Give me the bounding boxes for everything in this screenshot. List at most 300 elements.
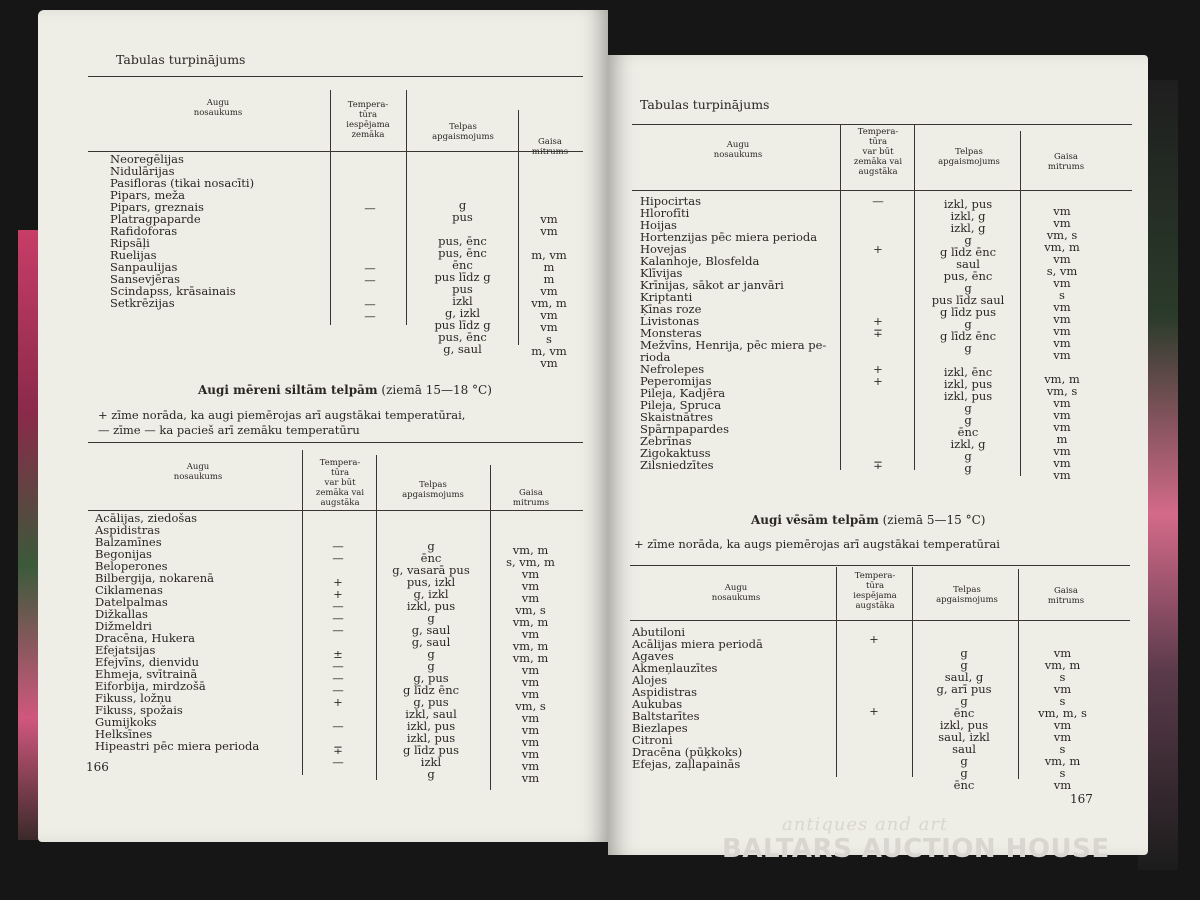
plant-name-cell: Scindapss, krāsainais — [110, 284, 236, 298]
temperature-cell: — — [332, 683, 344, 697]
plant-name-cell: Bilbergija, nokarenā — [95, 571, 214, 585]
humidity-cell: vm, m — [512, 651, 549, 665]
temperature-cell — [848, 399, 908, 411]
plant-name-cell: Platragpaparde — [110, 212, 201, 226]
humidity-cell: vm — [521, 579, 540, 593]
plant-name-cell: Ruelijas — [110, 248, 157, 262]
temperature-cell — [340, 226, 400, 238]
plant-name-cell: Begonijas — [95, 547, 152, 561]
humidity-cell: vm — [1053, 682, 1072, 696]
humidity-cell: vm, s — [515, 699, 546, 713]
humidity-cell: vm — [1053, 300, 1071, 314]
temperature-cell: + — [873, 362, 883, 376]
temperature-cell: ± — [333, 647, 343, 661]
humidity-cell: s — [1059, 694, 1066, 708]
temperature-cell — [340, 178, 400, 190]
temperature-column — [340, 178, 400, 334]
plant-name-cell: Efejvīns, dienvidu — [95, 655, 200, 669]
temperature-column — [308, 528, 368, 768]
lighting-cell: g, pus — [413, 671, 449, 685]
humidity-cell: vm — [540, 320, 558, 334]
humidity-cell: vm — [521, 723, 540, 737]
humidity-cell: vm — [521, 735, 540, 749]
lighting-cell: pus, izkl — [406, 575, 456, 589]
humidity-cell: vm — [521, 687, 540, 701]
lighting-cell: g līdz ēnc — [402, 683, 460, 697]
temperature-cell — [848, 219, 908, 231]
table-rule — [632, 190, 1132, 191]
humidity-cell: vm — [1053, 216, 1071, 230]
plant-name-cell: Ripsāļi — [110, 236, 150, 250]
lighting-cell: g līdz ēnc — [939, 329, 997, 343]
temperature-cell: — — [872, 194, 884, 208]
table-column-rule — [518, 110, 519, 345]
humidity-cell: vm, m — [512, 543, 549, 557]
table-column-rule — [914, 125, 915, 470]
humidity-column — [1020, 635, 1105, 791]
section-title: Augi mēreni siltām telpām (ziemā 15—18 °C) — [198, 383, 492, 397]
plant-name-cell: Nefrolepes — [640, 362, 705, 376]
humidity-cell: vm, s — [1046, 228, 1078, 242]
plant-name-cell: Abutiloni — [632, 625, 686, 639]
plant-name-cell: Pasifloras (tikai nosacīti) — [110, 176, 255, 190]
plant-name-cell: Rafidoforas — [110, 224, 178, 238]
plant-name-cell: Kriptanti — [640, 290, 693, 304]
lighting-cell: g — [458, 198, 467, 212]
temperature-cell — [848, 279, 908, 291]
table-column-rule — [912, 567, 913, 777]
temperature-cell: — — [332, 623, 344, 637]
plant-name-cell: Fikuss, spožais — [95, 703, 183, 717]
temperature-cell: + — [873, 314, 883, 328]
humidity-cell: vm — [540, 224, 558, 238]
humidity-cell: vm — [521, 747, 540, 761]
lighting-cell: g — [964, 233, 972, 247]
plant-name-cell: Ehmeja, svītrainā — [95, 667, 198, 681]
plant-name-cell: Ciklamenas — [95, 583, 163, 597]
header-humidity: Gaisa mitrums — [1047, 152, 1085, 172]
lighting-cell: pus — [452, 210, 473, 224]
temperature-cell: — — [332, 755, 344, 769]
humidity-cell: vm — [1053, 276, 1071, 290]
lighting-column — [410, 175, 515, 355]
header-humidity: Gaisa mitrums — [531, 137, 569, 157]
plant-name-cell: Zebrīnas — [640, 434, 692, 448]
continuation-label: Tabulas turpinājums — [640, 97, 770, 112]
temperature-cell: — — [364, 201, 376, 215]
humidity-cell: s — [1059, 288, 1065, 302]
plant-name-cell: Hoijas — [640, 218, 677, 232]
plant-name-cell: Sanpaulijas — [110, 260, 178, 274]
plant-name-cell: Zilsniedzītes — [640, 458, 714, 472]
lighting-cell: g — [964, 317, 972, 331]
lighting-cell: g — [960, 658, 968, 672]
plant-name-cell: Dižmeldri — [95, 619, 152, 633]
temperature-cell: — — [332, 671, 344, 685]
lighting-cell: izkl, pus — [406, 719, 456, 733]
temperature-cell: — — [332, 599, 344, 613]
table-column-rule — [1020, 131, 1021, 476]
plant-name-cell: Datelpalmas — [95, 595, 168, 609]
plant-name-cell: Mežvīns, Henrija, pēc miera pe- — [640, 338, 827, 352]
lighting-cell: g — [964, 449, 972, 463]
humidity-cell: vm, s — [515, 603, 546, 617]
humidity-cell: vm — [540, 356, 558, 370]
plant-name-cell: Krīnijas, sākot ar janvāri — [640, 278, 784, 292]
plant-name-cell: Hovejas — [640, 242, 687, 256]
lighting-cell: saul, g — [944, 670, 984, 684]
plant-name-cell: Dracēna (pūķkoks) — [632, 745, 743, 759]
humidity-cell: s — [546, 332, 552, 346]
table-rule — [632, 124, 1132, 125]
humidity-cell: vm — [1053, 396, 1071, 410]
humidity-cell: vm — [521, 771, 540, 785]
temperature-cell: + — [333, 695, 343, 709]
temperature-cell — [848, 435, 908, 447]
plant-name-cell: Hipeastri pēc miera perioda — [95, 739, 260, 753]
plant-name-cell: Alojes — [632, 673, 668, 687]
temperature-cell — [844, 669, 904, 681]
humidity-cell: vm — [540, 308, 558, 322]
humidity-cell: vm, m — [1044, 240, 1080, 254]
lighting-column — [918, 198, 1018, 474]
humidity-cell: m, vm — [531, 344, 567, 358]
page-number: 166 — [86, 760, 109, 774]
plant-name-cell: Baltstarītes — [632, 709, 700, 723]
humidity-cell: vm — [521, 711, 540, 725]
plant-name-cell: Biezlapes — [632, 721, 688, 735]
temperature-cell — [848, 291, 908, 303]
humidity-cell: vm, m — [531, 296, 567, 310]
humidity-cell: vm — [1053, 312, 1071, 326]
temperature-cell: ∓ — [873, 458, 883, 472]
temperature-cell — [844, 753, 904, 765]
lighting-cell: g — [960, 694, 968, 708]
lighting-cell: g — [960, 754, 968, 768]
lighting-cell: g — [964, 281, 972, 295]
humidity-cell: vm, m — [1044, 754, 1081, 768]
temperature-cell — [848, 207, 908, 219]
temperature-cell: — — [364, 273, 376, 287]
humidity-cell: s — [1059, 742, 1066, 756]
lighting-cell: g, izkl — [413, 587, 449, 601]
plant-name-cell: Kalanhoje, Blosfelda — [640, 254, 760, 268]
temperature-cell — [340, 214, 400, 226]
plant-name-cell: Beloperones — [95, 559, 168, 573]
plant-name-cell: Dracēna, Hukera — [95, 631, 195, 645]
temperature-cell — [844, 657, 904, 669]
plant-name-cell: Pileja, Spruca — [640, 398, 722, 412]
temperature-cell — [848, 387, 908, 399]
lighting-cell: pus līdz g — [434, 318, 491, 332]
humidity-cell: vm — [1053, 718, 1072, 732]
continuation-label: Tabulas turpinājums — [116, 52, 246, 67]
lighting-cell: pus līdz saul — [931, 293, 1005, 307]
plant-name-cell: Nidulārijas — [110, 164, 175, 178]
humidity-cell: vm, m — [512, 615, 549, 629]
header-lighting: Telpas apgaismojums — [936, 585, 998, 605]
plant-name-cell: Fikuss, ložņu — [95, 691, 172, 705]
humidity-cell: vm — [1053, 204, 1071, 218]
plant-name-cell: Klīvijas — [640, 266, 683, 280]
lighting-cell: g — [964, 341, 972, 355]
humidity-column — [520, 177, 578, 369]
temperature-cell: — — [332, 551, 344, 565]
lighting-cell: izkl — [420, 755, 442, 769]
lighting-cell: g — [427, 659, 435, 673]
temperature-cell — [844, 765, 904, 777]
lighting-cell: g — [960, 766, 968, 780]
humidity-cell: m — [543, 272, 555, 286]
plant-name-cell: Eiforbija, mirdzošā — [95, 679, 206, 693]
note-plus: + zīme norāda, ka augi piemērojas arī augstākai temperatūrai, — [98, 408, 466, 422]
plant-name-cell: Efejas, zaļlapainās — [632, 757, 741, 771]
lighting-cell: g līdz pus — [402, 743, 460, 757]
plant-name-cell: Sansevjēras — [110, 272, 180, 286]
humidity-cell: vm — [1053, 420, 1071, 434]
lighting-cell: izkl, pus — [943, 389, 993, 403]
humidity-cell: vm, m — [1044, 658, 1081, 672]
humidity-cell: vm — [1053, 336, 1071, 350]
temperature-cell — [848, 267, 908, 279]
plant-name-cell: Zigokaktuss — [640, 446, 711, 460]
lighting-cell — [410, 175, 515, 187]
plant-name-cell: Livistonas — [640, 314, 700, 328]
humidity-cell: vm — [1053, 730, 1072, 744]
header-lighting: Telpas apgaismojums — [402, 480, 464, 500]
humidity-cell: vm — [521, 759, 540, 773]
lighting-cell: ēnc — [452, 258, 473, 272]
temperature-cell: ∓ — [333, 743, 343, 757]
plant-name-cell: Agaves — [632, 649, 674, 663]
table-rule — [630, 620, 1130, 621]
plant-name-cell: Acālijas, ziedošas — [95, 511, 198, 525]
humidity-cell: m, vm — [531, 248, 567, 262]
temperature-cell — [340, 322, 400, 334]
header-plant-name: Augu nosaukums — [713, 140, 763, 160]
lighting-cell: saul, izkl — [938, 730, 990, 744]
lighting-cell: g, arī pus — [936, 682, 992, 696]
plant-name-column — [110, 153, 330, 309]
humidity-cell: vm, m — [512, 639, 549, 653]
humidity-cell: vm — [1053, 444, 1071, 458]
temperature-column — [844, 633, 904, 777]
header-lighting: Telpas apgaismojums — [938, 147, 1000, 167]
plant-name-column — [640, 195, 850, 471]
lighting-cell: g — [964, 461, 972, 475]
lighting-cell: izkl, pus — [943, 197, 993, 211]
temperature-cell — [848, 339, 908, 351]
humidity-cell: s, vm, m — [506, 555, 555, 569]
plant-name-cell: Aukubas — [632, 697, 683, 711]
lighting-cell: g, saul — [411, 623, 451, 637]
lighting-cell: izkl, pus — [406, 599, 456, 613]
lighting-cell: izkl — [452, 294, 473, 308]
header-plant-name: Augu nosaukums — [711, 583, 761, 603]
plant-name-cell: Gumijkoks — [95, 715, 157, 729]
right-page — [608, 55, 1148, 855]
temperature-cell — [848, 255, 908, 267]
temperature-cell: + — [869, 632, 879, 646]
plant-name-cell: Hipocirtas — [640, 194, 701, 208]
lighting-column — [376, 528, 486, 780]
lighting-cell: pus, ēnc — [943, 269, 993, 283]
temperature-cell: + — [333, 587, 343, 601]
note-plus: + zīme norāda, ka augs piemērojas arī augstākai temperatūrai — [634, 537, 1000, 551]
page-number: 167 — [1070, 792, 1093, 806]
lighting-cell: ēnc — [420, 551, 442, 565]
humidity-cell — [520, 177, 578, 189]
lighting-cell: g, vasarā pus — [392, 563, 470, 577]
plant-name-cell: Spārnpapardes — [640, 422, 730, 436]
lighting-cell: saul — [952, 742, 976, 756]
humidity-cell: vm — [1053, 646, 1072, 660]
lighting-cell: izkl, pus — [943, 377, 993, 391]
temperature-cell: + — [869, 704, 879, 718]
lighting-cell: g, izkl — [444, 306, 481, 320]
humidity-cell: vm — [1053, 252, 1071, 266]
note-minus: — zīme — ka pacieš arī zemāku temperatūru — [98, 423, 360, 437]
humidity-cell: vm, m — [1044, 372, 1080, 386]
lighting-cell: g — [427, 767, 435, 781]
plant-name-cell: Ķīnas roze — [640, 302, 702, 316]
plant-name-cell: rioda — [640, 350, 671, 364]
lighting-cell: izkl, g — [950, 209, 986, 223]
header-temperature: Tempera- tūra var būt zemāka vai augstāka — [853, 127, 903, 177]
watermark-brand: BALTARS AUCTION HOUSE — [722, 834, 1110, 864]
temperature-cell — [844, 681, 904, 693]
humidity-cell: vm — [1053, 408, 1071, 422]
plant-name-cell: Akmeņlauzītes — [632, 661, 718, 675]
plant-name-cell: Balzamīnes — [95, 535, 162, 549]
temperature-cell — [844, 717, 904, 729]
left-page — [38, 10, 608, 842]
temperature-cell — [848, 423, 908, 435]
humidity-cell: s — [1059, 670, 1066, 684]
lighting-cell: ēnc — [953, 706, 975, 720]
header-temperature: Tempera- tūra iespējama zemāka — [346, 100, 390, 140]
temperature-cell: — — [364, 261, 376, 275]
humidity-cell: vm — [1053, 324, 1071, 338]
plant-name-cell: Citroni — [632, 733, 673, 747]
plant-name-cell: Peperomijas — [640, 374, 712, 388]
humidity-cell: vm — [1053, 468, 1071, 482]
header-plant-name: Augu nosaukums — [173, 462, 223, 482]
humidity-cell: s, vm — [1046, 264, 1078, 278]
header-temperature: Tempera- tūra iespējama augstāka — [853, 571, 897, 611]
table-rule — [88, 76, 583, 77]
header-plant-name: Augu nosaukums — [193, 98, 243, 118]
lighting-cell: pus, ēnc — [438, 234, 487, 248]
lighting-cell: g, saul — [443, 342, 482, 356]
plant-name-cell: Monsteras — [640, 326, 702, 340]
temperature-cell: — — [332, 611, 344, 625]
lighting-cell: g, saul — [411, 635, 451, 649]
lighting-cell: izkl, saul — [405, 707, 457, 721]
temperature-column — [848, 195, 908, 471]
humidity-cell: vm — [1053, 348, 1071, 362]
table-rule — [630, 565, 1130, 566]
plant-name-cell: Hlorofīti — [640, 206, 690, 220]
temperature-cell: — — [332, 539, 344, 553]
lighting-cell: izkl, pus — [406, 731, 456, 745]
lighting-cell: izkl, g — [950, 221, 986, 235]
table-column-rule — [490, 465, 491, 790]
table-column-rule — [330, 90, 331, 325]
plant-name-cell: Pipars, meža — [110, 188, 185, 202]
header-temperature: Tempera- tūra var būt zemāka vai augstāka — [315, 458, 365, 508]
temperature-cell: — — [364, 297, 376, 311]
humidity-cell: vm — [540, 284, 558, 298]
temperature-cell: — — [332, 659, 344, 673]
temperature-cell: ∓ — [873, 326, 883, 340]
plant-name-cell: Dižkallas — [95, 607, 148, 621]
lighting-cell: g līdz pus — [939, 305, 997, 319]
temperature-cell — [844, 645, 904, 657]
plant-name-cell: Helksīnes — [95, 727, 153, 741]
plant-name-cell: Efejatsijas — [95, 643, 156, 657]
plant-name-cell: Hortenzijas pēc miera perioda — [640, 230, 818, 244]
humidity-cell: vm — [521, 567, 540, 581]
table-rule — [88, 442, 583, 443]
lighting-cell: g — [964, 401, 972, 415]
lighting-column — [914, 635, 1014, 791]
plant-name-cell: Setkrēzijas — [110, 296, 175, 310]
lighting-cell: pus — [452, 282, 473, 296]
humidity-cell: vm — [1053, 456, 1071, 470]
lighting-cell: g līdz ēnc — [939, 245, 997, 259]
humidity-cell: m — [543, 260, 555, 274]
lighting-cell: izkl, pus — [939, 718, 989, 732]
temperature-cell — [844, 741, 904, 753]
humidity-cell: s — [1059, 766, 1066, 780]
temperature-cell — [844, 729, 904, 741]
humidity-cell: vm — [540, 212, 558, 226]
plant-name-cell: Acālijas miera periodā — [632, 637, 763, 651]
section-title: Augi vēsām telpām (ziemā 5—15 °C) — [751, 513, 986, 527]
header-lighting: Telpas apgaismojums — [432, 122, 494, 142]
plant-name-cell: Pileja, Kadjēra — [640, 386, 726, 400]
lighting-cell: izkl, ēnc — [943, 365, 993, 379]
lighting-cell: pus, ēnc — [438, 330, 487, 344]
table-column-rule — [1018, 569, 1019, 779]
lighting-cell: g, pus — [413, 695, 449, 709]
plant-name-cell: Aspidistras — [95, 523, 161, 537]
humidity-cell: vm, m, s — [1038, 706, 1087, 720]
lighting-cell: g — [427, 611, 435, 625]
lighting-cell: ēnc — [953, 778, 975, 792]
humidity-column — [493, 532, 568, 784]
humidity-column — [1022, 205, 1102, 481]
lighting-cell: izkl, g — [950, 437, 986, 451]
plant-name-column — [95, 512, 305, 752]
plant-name-cell: Neoregēlijas — [110, 152, 184, 166]
humidity-cell: vm — [521, 675, 540, 689]
humidity-cell: vm — [1053, 778, 1072, 792]
lighting-cell: g — [427, 539, 435, 553]
temperature-cell: + — [873, 374, 883, 388]
temperature-cell — [340, 238, 400, 250]
humidity-cell: vm — [521, 591, 540, 605]
temperature-cell: + — [333, 575, 343, 589]
plant-name-cell: Skaistnātres — [640, 410, 713, 424]
header-humidity: Gaisa mitrums — [512, 488, 550, 508]
temperature-cell: — — [364, 309, 376, 323]
temperature-cell — [848, 411, 908, 423]
humidity-cell: vm — [521, 627, 540, 641]
lighting-cell: ēnc — [957, 425, 979, 439]
header-humidity: Gaisa mitrums — [1047, 586, 1085, 606]
